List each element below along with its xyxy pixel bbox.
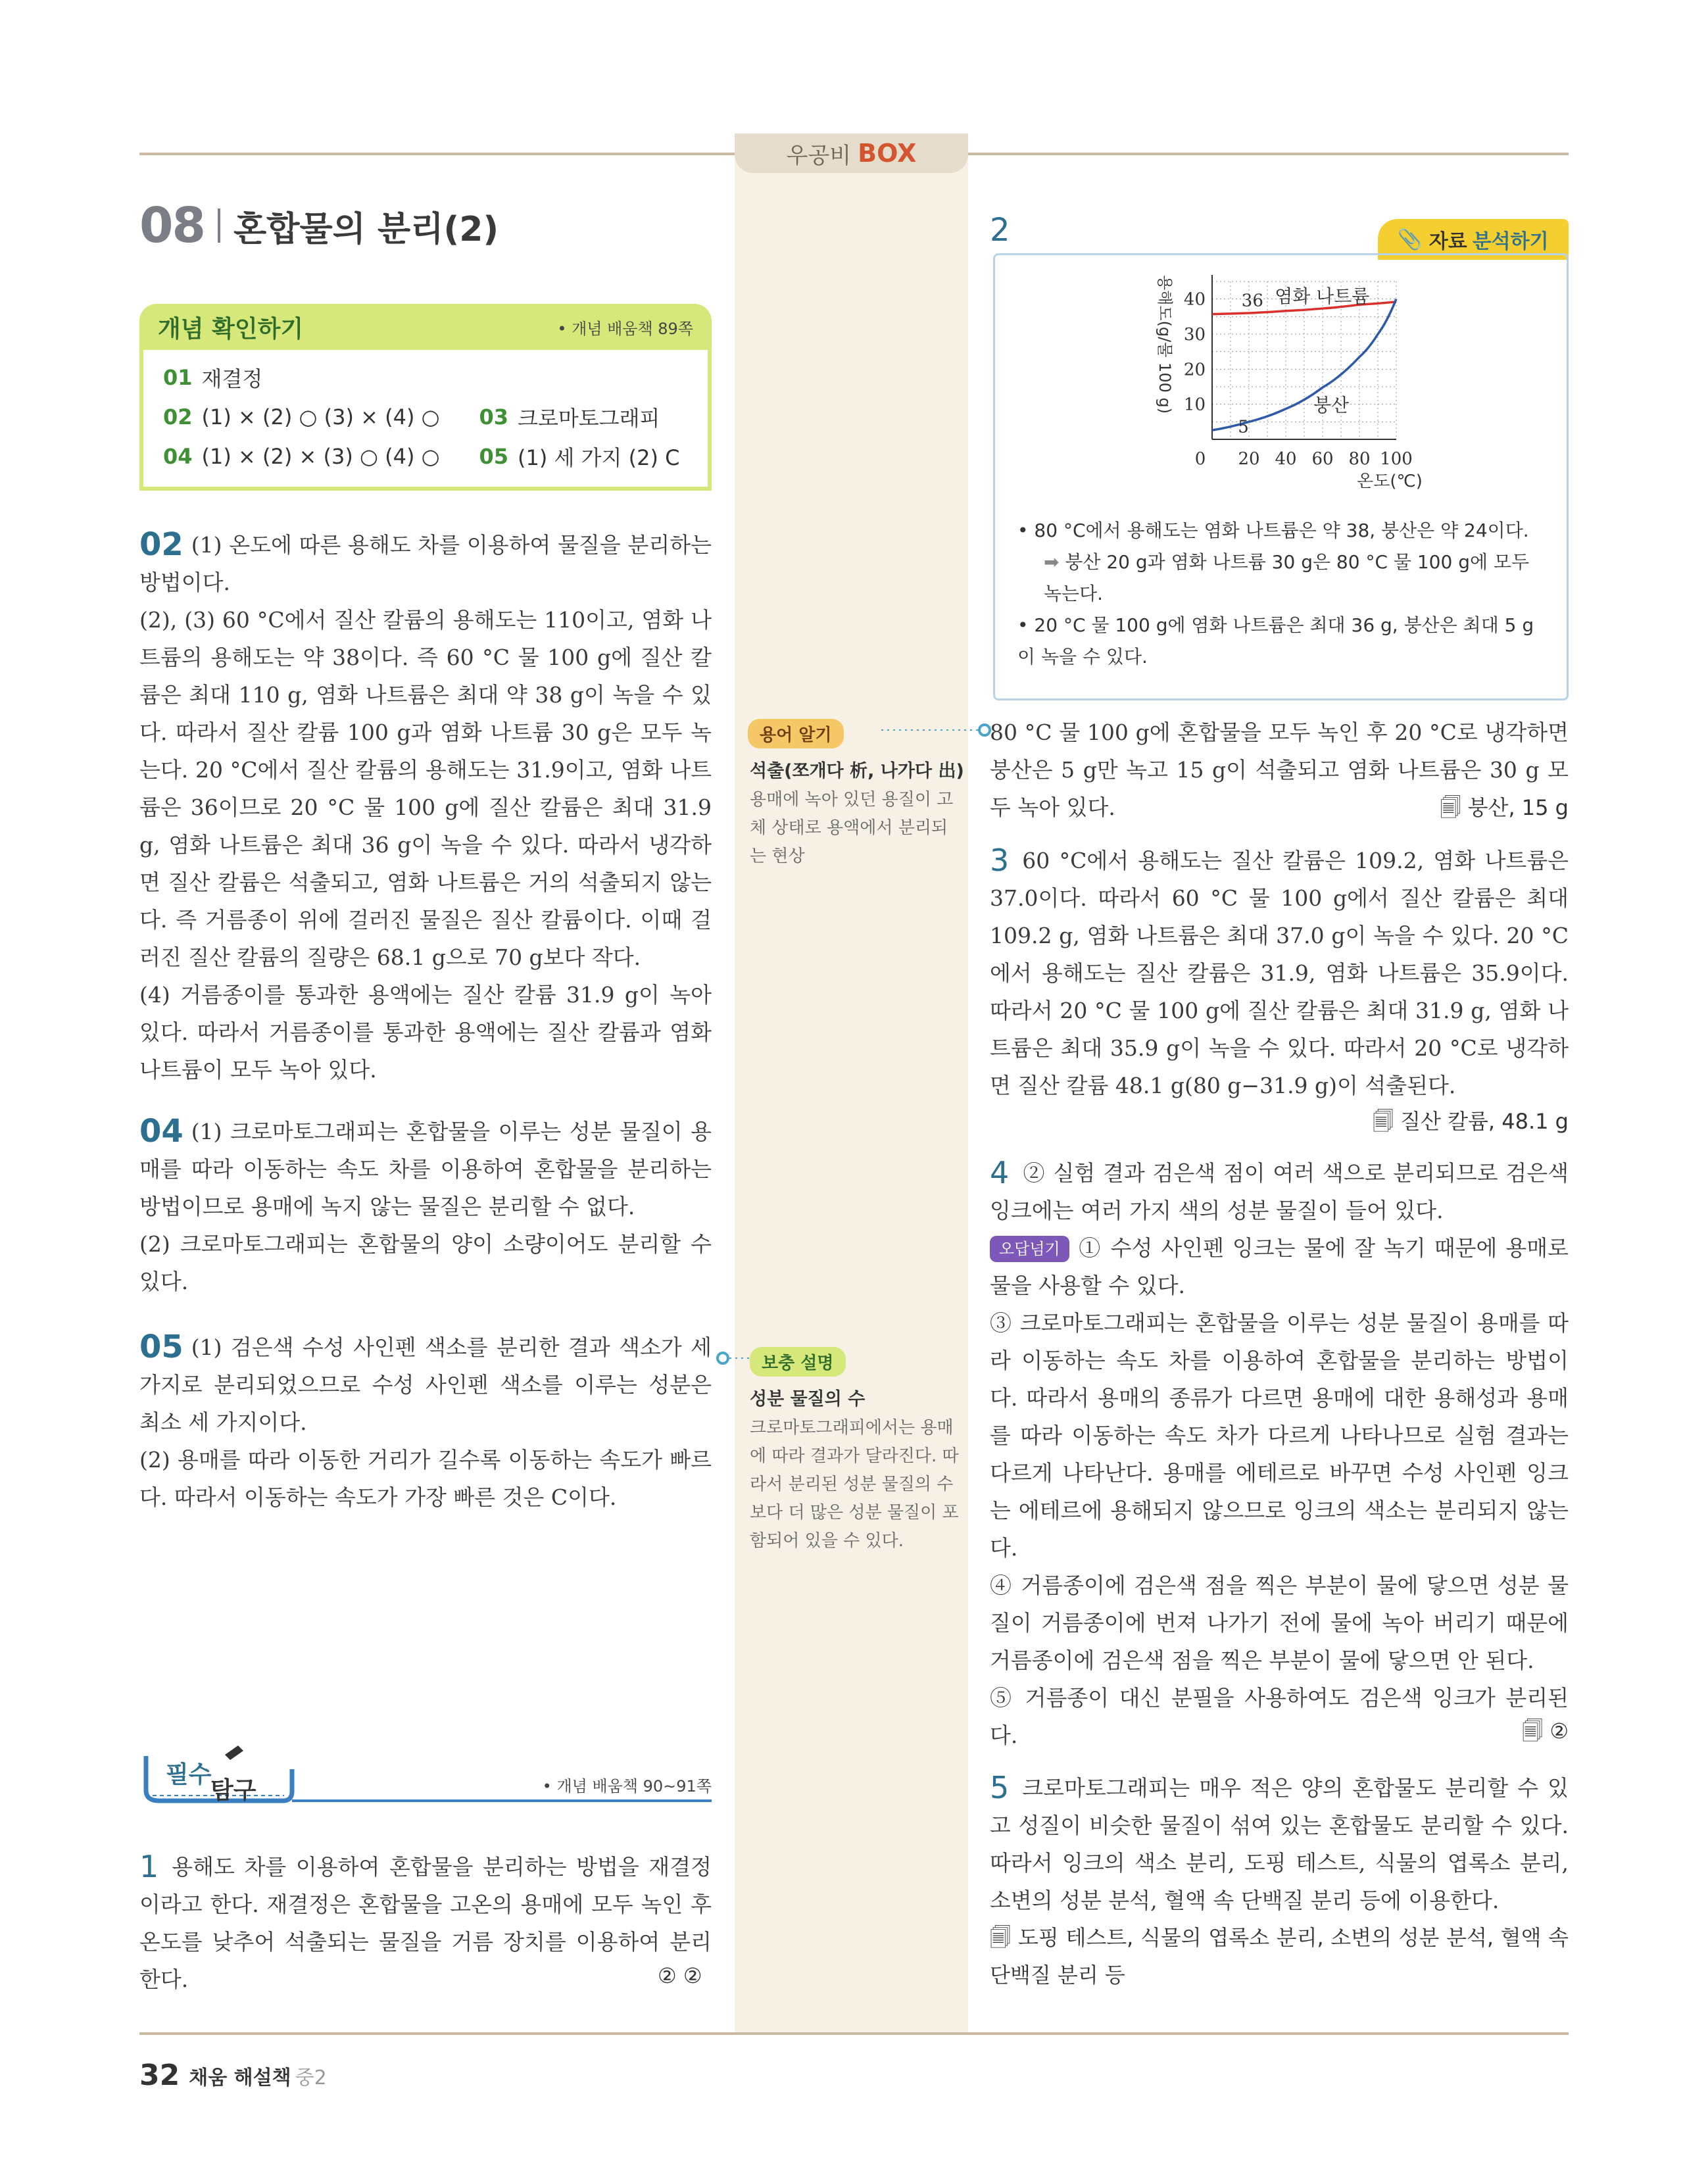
question-number: 02 bbox=[139, 526, 183, 563]
book-name: 채움 해설책 bbox=[189, 2066, 291, 2089]
explanation-text: (1) 크로마토그래피는 혼합물을 이루는 성분 물질이 용매를 따라 이동하는 속도 차를 이용하여 혼합물을 분리하는 방법이므로 용매에 녹지 않는 물질은 분리할 수 없다. bbox=[139, 1119, 712, 1219]
explanation-04 bbox=[139, 1113, 712, 1300]
page-number: 32 bbox=[139, 2059, 180, 2092]
box-label: BOX bbox=[858, 139, 917, 168]
explanation-text: (2) 크로마토그래피는 혼합물의 양이 소량이어도 분리할 수 있다. bbox=[139, 1231, 712, 1294]
x-tick-label: 100 bbox=[1380, 449, 1413, 469]
box-column-background bbox=[735, 138, 968, 2032]
answer-3 bbox=[1373, 1105, 1569, 1142]
arrow-icon: ➡ bbox=[1044, 551, 1060, 573]
explanation-text: (1) 온도에 따른 용해도 차를 이용하여 물질을 분리하는 방법이다. bbox=[139, 532, 712, 595]
concept-ref: • 개념 배움책 89쪽 bbox=[557, 319, 693, 338]
question-number: 5 bbox=[990, 1770, 1010, 1805]
explanation-text: ④ 거름종이에 검은색 점을 찍은 부분이 물에 닿으면 성분 물질이 거름종이에 번져 나가기 전에 물에 녹아 버리기 때문에 거름종이에 검은색 점을 찍은 부분이 물에 닿으면 안 된다. bbox=[990, 1573, 1569, 1673]
annotation: 36 bbox=[1241, 291, 1263, 311]
x-tick-label: 60 bbox=[1311, 449, 1334, 469]
question-number: 04 bbox=[163, 444, 193, 469]
term-tag: 용어 알기 bbox=[748, 719, 844, 748]
x-axis-label: 온도(℃) bbox=[1357, 472, 1423, 491]
explanation-text: 용해도 차를 이용하여 혼합물을 분리하는 방법을 재결정이라고 한다. 재결정은 혼합물을 고온의 용매에 모두 녹인 후 온도를 낮추어 석출되는 물질을 거름 장치를 이용하여 분리한다. bbox=[139, 1854, 712, 1992]
question-number: 3 bbox=[990, 843, 1010, 878]
answer-text: 도핑 테스트, 식물의 엽록소 분리, 소변의 성분 분석, 혈액 속 단백질 분리 등 bbox=[990, 1925, 1569, 1988]
answer-text: 질산 칼륨, 48.1 g bbox=[1400, 1109, 1569, 1134]
explanation-05 bbox=[139, 1329, 712, 1516]
y-axis-label: 용해도(g/물 100 g) bbox=[1156, 275, 1174, 414]
explanation-4 bbox=[990, 1154, 1569, 1754]
explanation-text: (2) 용매를 따라 이동한 거리가 길수록 이동하는 속도가 빠르다. 따라서 이동하는 속도가 가장 빠른 것은 C이다. bbox=[139, 1447, 712, 1510]
answer-5 bbox=[990, 1919, 1569, 1994]
explanation-text: (4) 거름종이를 통과한 용액에는 질산 칼륨 31.9 g이 녹아 있다. 따라서 거름종이를 통과한 용액에는 질산 칼륨과 염화 나트륨이 모두 녹아 있다. bbox=[139, 982, 712, 1083]
paperclip-icon: 📎 bbox=[1398, 228, 1423, 251]
supp-tag: 보충 설명 bbox=[750, 1347, 846, 1377]
concept-row bbox=[163, 397, 688, 437]
question-number: 03 bbox=[479, 404, 509, 429]
y-tick-label: 10 bbox=[1183, 395, 1206, 415]
answer-text: (1) × (2) × (3) ○ (4) ○ bbox=[201, 444, 440, 469]
pilsu-ref: • 개념 배움책 90~91쪽 bbox=[542, 1777, 712, 1796]
explanation-text: 80 °C 물 100 g에 혼합물을 모두 녹인 후 20 °C로 냉각하면 붕산은 5 g만 녹고 15 g이 석출되고 염화 나트륨은 30 g 모두 녹아 있다. bbox=[990, 720, 1569, 820]
y-tick-label: 20 bbox=[1183, 360, 1206, 380]
explanation-text: 60 °C에서 용해도는 질산 칼륨은 109.2, 염화 나트륨은 37.0이다. 따라서 60 °C 물 100 g에서 질산 칼륨은 최대 109.2 g, 염화 나트륨은 최대 37.0 g이 녹을 수 있다. 20 °C에서 용해도는 질산 칼륨은 31.9, 염화 나트륨은 35.9이다. 따라서 20 °C 물 100 g에 질산 칼륨은 최대 31.9 g, 염화 나트륨은 최대 35.9 g이 녹을 수 있다. 따라서 20 °C로 냉각하면 질산 칼륨 48.1 g(80 g−31.9 g)이 석출된다. bbox=[990, 848, 1569, 1098]
x-tick-label: 20 bbox=[1238, 449, 1260, 469]
explanation-3 bbox=[990, 842, 1569, 1104]
concept-row bbox=[163, 358, 688, 397]
box-label-prefix: 우공비 bbox=[786, 142, 852, 169]
concept-answers bbox=[139, 350, 712, 491]
question-number: 05 bbox=[479, 444, 509, 469]
term-text: 용매에 녹아 있던 용질이 고체 상태로 용액에서 분리되는 현상 bbox=[750, 790, 954, 866]
answer-text: 재결정 bbox=[201, 366, 263, 391]
x-tick-label: 40 bbox=[1275, 449, 1297, 469]
bullet-text: 80 °C에서 용해도는 염화 나트륨은 약 38, 붕산은 약 24이다. bbox=[1034, 520, 1529, 541]
title-divider bbox=[218, 208, 220, 243]
page-footer bbox=[139, 2059, 327, 2092]
explanation-text: ⑤ 거름종이 대신 분필을 사용하여도 검은색 잉크가 분리된다. bbox=[990, 1685, 1569, 1748]
question-number: 02 bbox=[163, 404, 193, 429]
answer-icon: 🗐 bbox=[1372, 1109, 1394, 1134]
bottom-rule bbox=[139, 2032, 1569, 2035]
question-number: 4 bbox=[990, 1155, 1010, 1190]
pilsu-tamgu-header bbox=[139, 1743, 712, 1815]
tamgu-label: 탐구 bbox=[210, 1777, 256, 1804]
section-title-text: 혼합물의 분리(2) bbox=[233, 209, 499, 249]
question-number: 01 bbox=[163, 365, 193, 390]
question-number: 05 bbox=[139, 1329, 183, 1365]
pilsu-label: 필수 bbox=[166, 1761, 212, 1788]
concept-check-box bbox=[139, 304, 712, 495]
supp-text: 크로마토그래피에서는 용매에 따라 결과가 달라진다. 따라서 분리된 성분 물질의 수보다 더 많은 성분 물질이 포함되어 있을 수 있다. bbox=[750, 1418, 959, 1551]
question-number: 1 bbox=[139, 1849, 159, 1884]
grade-label: 중2 bbox=[295, 2066, 327, 2089]
x-tick-label: 80 bbox=[1348, 449, 1371, 469]
answer-text: (1) 세 가지 (2) C bbox=[518, 445, 680, 470]
bullet-item: • 80 °C에서 용해도는 염화 나트륨은 약 38, 붕산은 약 24이다. bbox=[1017, 520, 1529, 541]
term-title: 석출(쪼개다 析, 나가다 出) bbox=[750, 761, 964, 781]
answer-text: 크로마토그래피 bbox=[518, 406, 660, 431]
box-column-tab bbox=[735, 134, 968, 173]
annotation: 5 bbox=[1238, 417, 1249, 437]
bullet-text: 20 °C 물 100 g에 염화 나트륨은 최대 36 g, 붕산은 최대 5 g이 녹을 수 있다. bbox=[1017, 614, 1534, 668]
explanation-text: ② 실험 결과 검은색 점이 여러 색으로 분리되므로 검은색 잉크에는 여러 가지 색의 성분 물질이 들어 있다. bbox=[990, 1160, 1569, 1223]
analysis-box bbox=[993, 253, 1569, 700]
question-number: 04 bbox=[139, 1113, 183, 1150]
answer-icon: 🗐 bbox=[990, 1925, 1012, 1950]
answer-text: ② bbox=[1549, 1719, 1569, 1744]
y-tick-label: 30 bbox=[1183, 325, 1206, 345]
explanation-text: (1) 검은색 수성 사인펜 색소를 분리한 결과 색소가 세 가지로 분리되었으므로 수성 사인펜 색소를 이루는 성분은 최소 세 가지이다. bbox=[139, 1334, 712, 1435]
section-title bbox=[139, 197, 499, 254]
question-number-2: 2 bbox=[990, 212, 1010, 249]
concept-label: 개념 확인하기 bbox=[158, 315, 304, 343]
supp-title: 성분 물질의 수 bbox=[750, 1389, 866, 1409]
series-label: 붕산 bbox=[1313, 394, 1350, 416]
explanation-5 bbox=[990, 1769, 1569, 1994]
solubility-chart bbox=[995, 262, 1567, 491]
section-number: 08 bbox=[139, 197, 205, 254]
explanation-text: ① 수성 사인펜 잉크는 물에 잘 녹기 때문에 용매로 물을 사용할 수 있다. bbox=[990, 1235, 1569, 1298]
answer-4 bbox=[1522, 1717, 1569, 1752]
analysis-bullets bbox=[1017, 515, 1544, 673]
bullet-item: • 20 °C 물 100 g에 염화 나트륨은 최대 36 g, 붕산은 최대 5 g이 녹을 수 있다. bbox=[1017, 614, 1534, 668]
explanation-text: (2), (3) 60 °C에서 질산 칼륨의 용해도는 110이고, 염화 나트륨의 용해도는 약 38이다. 즉 60 °C 물 100 g에 질산 칼륨은 최대 110 g, 염화 나트륨은 최대 약 38 g이 녹을 수 있다. 따라서 질산 칼륨 100 g과 염화 나트륨 30 g은 모두 녹는다. 20 °C에서 질산 칼륨의 용해도는 31.9이고, 염화 나트륨은 36이므로 20 °C 물 100 g에 질산 칼륨은 최대 31.9 g, 염화 나트륨은 최대 36 g이 녹을 수 있다. 따라서 냉각하면 질산 칼륨은 석출되고, 염화 나트륨은 거의 석출되지 않는다. 즉 거름종이 위에 걸러진 물질은 질산 칼륨이다. 이때 걸러진 질산 칼륨의 질량은 68.1 g으로 70 g보다 작다. bbox=[139, 607, 712, 970]
answer-icon: 🗐 bbox=[1440, 795, 1461, 820]
answer-2 bbox=[1440, 791, 1569, 829]
x-tick-label: 0 bbox=[1194, 449, 1206, 469]
explanation-text: ③ 크로마토그래피는 혼합물을 이루는 성분 물질이 용매를 따라 이동하는 속도 차를 이용하여 혼합물을 분리하는 방법이다. 따라서 용매의 종류가 다르면 용매에 대한 용해성과 용매를 따라 이동하는 속도 차가 다르게 나타나므로 실험 결과는 다르게 나타난다. 용매를 에테르로 바꾸면 수성 사인펜 잉크는 에테르에 용해되지 않으므로 잉크의 색소는 분리되지 않는다. bbox=[990, 1310, 1569, 1561]
explanation-02 bbox=[139, 526, 712, 1088]
explanation-text: 크로마토그래피는 매우 적은 양의 혼합물도 분리할 수 있고 성질이 비슷한 물질이 섞여 있는 혼합물도 분리할 수 있다. 따라서 잉크의 색소 분리, 도핑 테스트, 식물의 엽록소 분리, 소변의 성분 분석, 혈액 속 단백질 분리 등에 이용한다. bbox=[990, 1775, 1569, 1913]
explanation-1 bbox=[139, 1848, 712, 1998]
answer-1: ② ② bbox=[658, 1963, 702, 1988]
series-label: 염화 나트륨 bbox=[1275, 285, 1370, 307]
tag-prefix: 자료 bbox=[1428, 230, 1467, 253]
bullet-subitem bbox=[1017, 547, 1544, 610]
concept-row bbox=[163, 437, 688, 476]
tag-label: 분석하기 bbox=[1472, 230, 1549, 253]
answer-text: 붕산, 15 g bbox=[1467, 795, 1569, 820]
wrong-answer-tag: 오답넘기 bbox=[990, 1236, 1069, 1262]
concept-header bbox=[139, 304, 712, 350]
answer-icon: 🗐 bbox=[1522, 1719, 1544, 1744]
y-tick-label: 40 bbox=[1183, 289, 1206, 310]
answer-text: (1) × (2) ○ (3) × (4) ○ bbox=[201, 404, 440, 429]
supp-connector bbox=[714, 1345, 753, 1371]
bullet-text: 붕산 20 g과 염화 나트륨 30 g은 80 °C 물 100 g에 모두 녹는다. bbox=[1044, 551, 1530, 604]
